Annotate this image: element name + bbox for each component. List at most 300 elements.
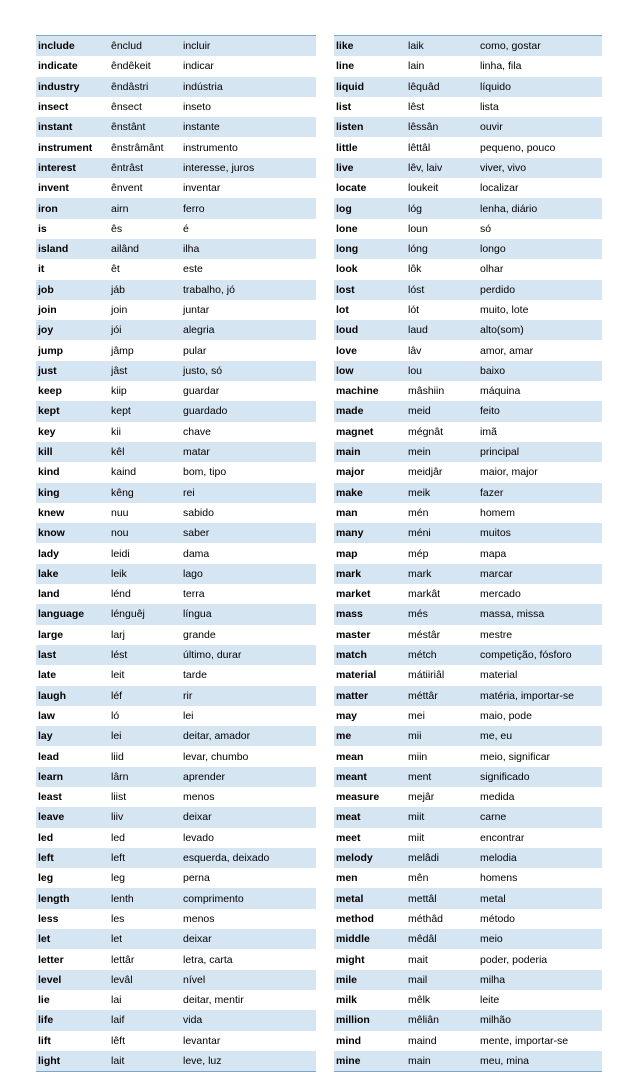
pronunciation-cell: led (109, 828, 181, 848)
translation-cell: inseto (181, 97, 316, 117)
pronunciation-cell: lóng (406, 239, 478, 259)
table-row (36, 361, 316, 381)
table-row (334, 726, 602, 746)
translation-cell: incluir (181, 36, 316, 57)
pronunciation-cell: méni (406, 523, 478, 543)
english-word-cell: instrument (36, 137, 109, 157)
pronunciation-cell: main (406, 1051, 478, 1072)
english-word-cell: lot (334, 300, 406, 320)
translation-cell: menos (181, 787, 316, 807)
translation-cell: dama (181, 543, 316, 563)
table-row (334, 787, 602, 807)
translation-cell: amor, amar (478, 340, 602, 360)
translation-cell: este (181, 259, 316, 279)
translation-cell: interesse, juros (181, 158, 316, 178)
table-row (36, 787, 316, 807)
table-row (36, 1051, 316, 1072)
english-word-cell: light (36, 1051, 109, 1072)
english-word-cell: indicate (36, 56, 109, 76)
table-row (334, 807, 602, 827)
english-word-cell: list (334, 97, 406, 117)
translation-cell: meu, mina (478, 1051, 602, 1072)
pronunciation-cell: miin (406, 746, 478, 766)
pronunciation-cell: lêst (406, 97, 478, 117)
translation-cell: lista (478, 97, 602, 117)
translation-cell: competição, fósforo (478, 645, 602, 665)
pronunciation-cell: leik (109, 564, 181, 584)
english-word-cell: joy (36, 320, 109, 340)
english-word-cell: listen (334, 117, 406, 137)
table-row (36, 442, 316, 462)
table-row (334, 178, 602, 198)
table-row (334, 56, 602, 76)
table-row (36, 36, 316, 57)
english-word-cell: meet (334, 828, 406, 848)
english-word-cell: mine (334, 1051, 406, 1072)
table-row (36, 868, 316, 888)
english-word-cell: line (334, 56, 406, 76)
pronunciation-cell: jâst (109, 361, 181, 381)
table-row (334, 564, 602, 584)
english-word-cell: island (36, 239, 109, 259)
translation-cell: pular (181, 340, 316, 360)
pronunciation-cell: levâl (109, 970, 181, 990)
english-word-cell: lead (36, 746, 109, 766)
table-row (36, 604, 316, 624)
pronunciation-cell: êt (109, 259, 181, 279)
translation-cell: mercado (478, 584, 602, 604)
translation-cell: levar, chumbo (181, 746, 316, 766)
translation-cell: matar (181, 442, 316, 462)
pronunciation-cell: mên (406, 868, 478, 888)
translation-cell: sabido (181, 503, 316, 523)
pronunciation-cell: let (109, 929, 181, 949)
pronunciation-cell: mégnât (406, 422, 478, 442)
english-word-cell: me (334, 726, 406, 746)
pronunciation-cell: lâv (406, 340, 478, 360)
translation-cell: olhar (478, 259, 602, 279)
table-row (334, 422, 602, 442)
english-word-cell: might (334, 949, 406, 969)
translation-cell: alto(som) (478, 320, 602, 340)
english-word-cell: mile (334, 970, 406, 990)
english-word-cell: major (334, 462, 406, 482)
english-word-cell: long (334, 239, 406, 259)
translation-cell: significado (478, 767, 602, 787)
pronunciation-cell: les (109, 909, 181, 929)
table-row (36, 77, 316, 97)
english-word-cell: may (334, 706, 406, 726)
english-word-cell: length (36, 888, 109, 908)
english-word-cell: machine (334, 381, 406, 401)
pronunciation-cell: laud (406, 320, 478, 340)
table-row (36, 888, 316, 908)
pronunciation-cell: loukeit (406, 178, 478, 198)
table-row (334, 117, 602, 137)
english-word-cell: jump (36, 340, 109, 360)
english-word-cell: keep (36, 381, 109, 401)
table-row (36, 401, 316, 421)
pronunciation-cell: lêquâd (406, 77, 478, 97)
english-word-cell: iron (36, 198, 109, 218)
translation-cell: guardar (181, 381, 316, 401)
pronunciation-cell: lôk (406, 259, 478, 279)
table-row (36, 239, 316, 259)
translation-cell: só (478, 219, 602, 239)
pronunciation-cell: méttâr (406, 686, 478, 706)
table-row (334, 706, 602, 726)
table-row (334, 888, 602, 908)
pronunciation-cell: jâmp (109, 340, 181, 360)
pronunciation-cell: ailând (109, 239, 181, 259)
pronunciation-cell: loun (406, 219, 478, 239)
translation-cell: medida (478, 787, 602, 807)
translation-cell: meio (478, 929, 602, 949)
translation-cell: maior, major (478, 462, 602, 482)
english-word-cell: lift (36, 1031, 109, 1051)
english-word-cell: lake (36, 564, 109, 584)
pronunciation-cell: lain (406, 56, 478, 76)
english-word-cell: land (36, 584, 109, 604)
table-row (36, 949, 316, 969)
table-row (334, 401, 602, 421)
english-word-cell: many (334, 523, 406, 543)
pronunciation-cell: mait (406, 949, 478, 969)
table-row (334, 767, 602, 787)
english-word-cell: main (334, 442, 406, 462)
table-row (36, 807, 316, 827)
english-word-cell: kill (36, 442, 109, 462)
english-word-cell: love (334, 340, 406, 360)
english-word-cell: million (334, 1010, 406, 1030)
translation-cell: inventar (181, 178, 316, 198)
pronunciation-cell: ênstânt (109, 117, 181, 137)
translation-cell: vida (181, 1010, 316, 1030)
pronunciation-cell: êntrâst (109, 158, 181, 178)
english-word-cell: lost (334, 280, 406, 300)
translation-cell: fazer (478, 483, 602, 503)
english-word-cell: master (334, 625, 406, 645)
english-word-cell: liquid (334, 77, 406, 97)
english-word-cell: material (334, 665, 406, 685)
pronunciation-cell: ment (406, 767, 478, 787)
pronunciation-cell: laik (406, 36, 478, 57)
pronunciation-cell: lénd (109, 584, 181, 604)
pronunciation-cell: mii (406, 726, 478, 746)
translation-cell: viver, vivo (478, 158, 602, 178)
english-word-cell: knew (36, 503, 109, 523)
pronunciation-cell: larj (109, 625, 181, 645)
pronunciation-cell: lóg (406, 198, 478, 218)
english-word-cell: invent (36, 178, 109, 198)
english-word-cell: lie (36, 990, 109, 1010)
pronunciation-cell: meidjâr (406, 462, 478, 482)
translation-cell: baixo (478, 361, 602, 381)
table-row (36, 665, 316, 685)
pronunciation-cell: ês (109, 219, 181, 239)
english-word-cell: last (36, 645, 109, 665)
pronunciation-cell: kêng (109, 483, 181, 503)
pronunciation-cell: mein (406, 442, 478, 462)
english-word-cell: industry (36, 77, 109, 97)
english-word-cell: method (334, 909, 406, 929)
table-row (36, 746, 316, 766)
pronunciation-cell: lou (406, 361, 478, 381)
pronunciation-cell: mail (406, 970, 478, 990)
translation-cell: matéria, importar-se (478, 686, 602, 706)
pronunciation-cell: airn (109, 198, 181, 218)
pronunciation-cell: mén (406, 503, 478, 523)
table-row (334, 77, 602, 97)
pronunciation-cell: leg (109, 868, 181, 888)
pronunciation-cell: liiv (109, 807, 181, 827)
translation-cell: ilha (181, 239, 316, 259)
table-row (334, 990, 602, 1010)
pronunciation-cell: métch (406, 645, 478, 665)
translation-cell: saber (181, 523, 316, 543)
english-word-cell: lay (36, 726, 109, 746)
pronunciation-cell: lêv, laiv (406, 158, 478, 178)
table-row (36, 909, 316, 929)
pronunciation-cell: lénguêj (109, 604, 181, 624)
translation-cell: juntar (181, 300, 316, 320)
table-row (334, 158, 602, 178)
pronunciation-cell: lârn (109, 767, 181, 787)
pronunciation-cell: kept (109, 401, 181, 421)
pronunciation-cell: jói (109, 320, 181, 340)
table-row (36, 726, 316, 746)
table-row (334, 625, 602, 645)
english-word-cell: market (334, 584, 406, 604)
table-row (334, 462, 602, 482)
translation-cell: localizar (478, 178, 602, 198)
english-word-cell: mark (334, 564, 406, 584)
english-word-cell: men (334, 868, 406, 888)
table-row (36, 828, 316, 848)
translation-cell: esquerda, deixado (181, 848, 316, 868)
english-word-cell: job (36, 280, 109, 300)
table-row (36, 584, 316, 604)
translation-cell: lago (181, 564, 316, 584)
translation-cell: último, durar (181, 645, 316, 665)
table-row (36, 848, 316, 868)
pronunciation-cell: mâshiin (406, 381, 478, 401)
table-row (36, 198, 316, 218)
table-row (334, 686, 602, 706)
table-row (334, 604, 602, 624)
english-word-cell: match (334, 645, 406, 665)
english-word-cell: less (36, 909, 109, 929)
translation-cell: encontrar (478, 828, 602, 848)
table-row (334, 300, 602, 320)
table-row (36, 320, 316, 340)
translation-cell: guardado (181, 401, 316, 421)
english-word-cell: like (334, 36, 406, 57)
pronunciation-cell: leidi (109, 543, 181, 563)
translation-cell: trabalho, jó (181, 280, 316, 300)
english-word-cell: look (334, 259, 406, 279)
table-row (36, 523, 316, 543)
translation-cell: marcar (478, 564, 602, 584)
translation-cell: pequeno, pouco (478, 137, 602, 157)
pronunciation-cell: mêdâl (406, 929, 478, 949)
pronunciation-cell: kii (109, 422, 181, 442)
table-row (36, 990, 316, 1010)
table-row (334, 320, 602, 340)
table-row (36, 117, 316, 137)
table-row (36, 300, 316, 320)
table-row (36, 706, 316, 726)
translation-cell: deixar (181, 929, 316, 949)
english-word-cell: locate (334, 178, 406, 198)
english-word-cell: man (334, 503, 406, 523)
pronunciation-cell: mark (406, 564, 478, 584)
translation-cell: meio, significar (478, 746, 602, 766)
pronunciation-cell: lettâr (109, 949, 181, 969)
table-row (36, 929, 316, 949)
table-row (334, 970, 602, 990)
pronunciation-cell: mettâl (406, 888, 478, 908)
vocabulary-table-right (334, 35, 602, 1072)
english-word-cell: large (36, 625, 109, 645)
english-word-cell: laugh (36, 686, 109, 706)
pronunciation-cell: jáb (109, 280, 181, 300)
table-row (36, 503, 316, 523)
table-row (334, 1010, 602, 1030)
pronunciation-cell: més (406, 604, 478, 624)
table-row (334, 1031, 602, 1051)
pronunciation-cell: mejâr (406, 787, 478, 807)
pronunciation-cell: left (109, 848, 181, 868)
pronunciation-cell: lêssân (406, 117, 478, 137)
table-row (36, 280, 316, 300)
translation-cell: poder, poderia (478, 949, 602, 969)
pronunciation-cell: nou (109, 523, 181, 543)
table-row (334, 239, 602, 259)
table-row (334, 483, 602, 503)
table-row (334, 523, 602, 543)
table-row (334, 929, 602, 949)
table-row (36, 625, 316, 645)
english-word-cell: include (36, 36, 109, 57)
english-word-cell: letter (36, 949, 109, 969)
table-row (36, 483, 316, 503)
table-row (334, 665, 602, 685)
translation-cell: massa, missa (478, 604, 602, 624)
english-word-cell: just (36, 361, 109, 381)
pronunciation-cell: ênsect (109, 97, 181, 117)
translation-cell: mente, importar-se (478, 1031, 602, 1051)
english-word-cell: made (334, 401, 406, 421)
translation-cell: língua (181, 604, 316, 624)
english-word-cell: insect (36, 97, 109, 117)
pronunciation-cell: ló (109, 706, 181, 726)
translation-cell: melodia (478, 848, 602, 868)
translation-cell: feito (478, 401, 602, 421)
translation-cell: deixar (181, 807, 316, 827)
english-word-cell: law (36, 706, 109, 726)
table-row (334, 137, 602, 157)
english-word-cell: let (36, 929, 109, 949)
translation-cell: longo (478, 239, 602, 259)
english-word-cell: mean (334, 746, 406, 766)
translation-cell: ouvir (478, 117, 602, 137)
pronunciation-cell: kaind (109, 462, 181, 482)
table-row (36, 422, 316, 442)
translation-cell: chave (181, 422, 316, 442)
translation-cell: perna (181, 868, 316, 888)
translation-cell: milhão (478, 1010, 602, 1030)
pronunciation-cell: êndêkeit (109, 56, 181, 76)
table-row (334, 909, 602, 929)
pronunciation-cell: nuu (109, 503, 181, 523)
table-row (334, 280, 602, 300)
translation-cell: linha, fila (478, 56, 602, 76)
pronunciation-cell: ênvent (109, 178, 181, 198)
table-row (36, 219, 316, 239)
table-row (334, 543, 602, 563)
translation-cell: ferro (181, 198, 316, 218)
english-word-cell: map (334, 543, 406, 563)
english-word-cell: magnet (334, 422, 406, 442)
translation-cell: principal (478, 442, 602, 462)
table-row (334, 381, 602, 401)
translation-cell: rir (181, 686, 316, 706)
pronunciation-cell: markât (406, 584, 478, 604)
pronunciation-cell: léf (109, 686, 181, 706)
english-word-cell: make (334, 483, 406, 503)
pronunciation-cell: lai (109, 990, 181, 1010)
translation-cell: leve, luz (181, 1051, 316, 1072)
translation-cell: perdido (478, 280, 602, 300)
pronunciation-cell: mei (406, 706, 478, 726)
english-word-cell: life (36, 1010, 109, 1030)
english-word-cell: learn (36, 767, 109, 787)
table-row (36, 767, 316, 787)
english-word-cell: loud (334, 320, 406, 340)
translation-cell: metal (478, 888, 602, 908)
english-word-cell: leave (36, 807, 109, 827)
table-row (36, 56, 316, 76)
english-word-cell: left (36, 848, 109, 868)
translation-cell: indicar (181, 56, 316, 76)
english-word-cell: milk (334, 990, 406, 1010)
table-row (334, 1051, 602, 1072)
translation-cell: como, gostar (478, 36, 602, 57)
translation-cell: me, eu (478, 726, 602, 746)
table-row (334, 219, 602, 239)
table-row (334, 828, 602, 848)
english-word-cell: level (36, 970, 109, 990)
translation-cell: leite (478, 990, 602, 1010)
table-row (36, 1010, 316, 1030)
english-word-cell: lone (334, 219, 406, 239)
english-word-cell: late (36, 665, 109, 685)
table-row (36, 1031, 316, 1051)
translation-cell: levantar (181, 1031, 316, 1051)
translation-cell: homens (478, 868, 602, 888)
table-row (36, 645, 316, 665)
english-word-cell: measure (334, 787, 406, 807)
translation-cell: letra, carta (181, 949, 316, 969)
pronunciation-cell: kêl (109, 442, 181, 462)
english-word-cell: king (36, 483, 109, 503)
translation-cell: mapa (478, 543, 602, 563)
translation-cell: lenha, diário (478, 198, 602, 218)
pronunciation-cell: melâdi (406, 848, 478, 868)
english-word-cell: kind (36, 462, 109, 482)
pronunciation-cell: lait (109, 1051, 181, 1072)
